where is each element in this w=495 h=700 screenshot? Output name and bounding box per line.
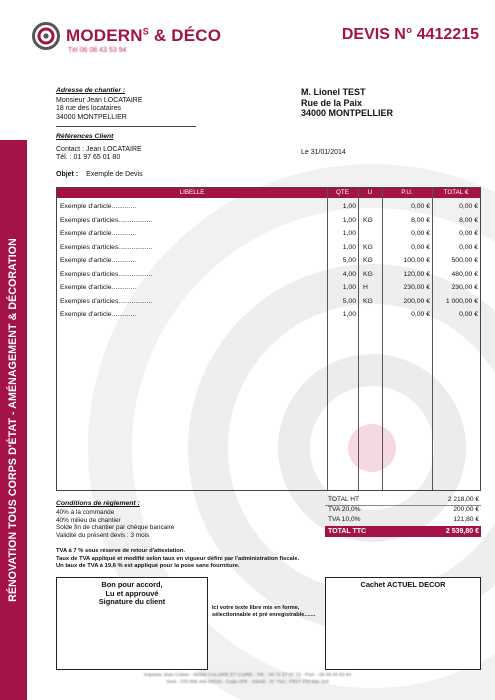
cell-qte: 1,00 — [342, 216, 356, 224]
tva-row — [325, 516, 481, 525]
cell-libelle: Exemple d'article............. — [60, 284, 137, 291]
payment-terms — [56, 509, 174, 539]
agreement-line: Signature du client — [98, 597, 166, 607]
payment-line: Solde fin de chantier par chèque bancaire — [56, 524, 175, 531]
payment-line: Validité du présent devis : 3 mois — [56, 531, 150, 539]
cell-qte: 1,00 — [342, 284, 356, 291]
cell-pu: 120,00 € — [403, 270, 430, 278]
client-street: Rue de la Paix — [301, 97, 363, 108]
cell-pu: 200,00 € — [403, 297, 430, 305]
cell-libelle: Exemples d'articles.................. — [60, 216, 153, 224]
site-city: 34000 MONTPELLIER — [56, 113, 127, 121]
cell-u: KG — [363, 216, 373, 224]
payment-line: 40% à la commande — [56, 509, 115, 516]
quote-subject — [56, 171, 143, 178]
tva-label: TVA 10,0% — [328, 516, 361, 523]
free-text-line: Ici votre texte libre mis en forme, — [212, 605, 300, 611]
cell-libelle: Exemple d'article............. — [60, 230, 137, 237]
table-row — [57, 268, 480, 282]
cell-total: 0,00 € — [459, 203, 478, 210]
stamp-title: Cachet ACTUEL DECOR — [360, 580, 446, 589]
cell-qte: 1,00 — [342, 230, 356, 237]
brand-phone: Tél 06 08 43 53 94 — [68, 47, 127, 54]
col-libelle: LIBELLE — [179, 189, 205, 196]
totals-box — [325, 496, 481, 542]
subject-value: Exemple de Devis — [86, 171, 143, 178]
divider — [56, 126, 196, 127]
total-ht-value: 2 218,00 € — [447, 496, 479, 503]
side-band-text: RÉNOVATION TOUS CORPS D'ÉTAT - AMÉNAGEMENT & DÉCORATION — [7, 238, 19, 602]
items-table — [56, 187, 481, 491]
tva-note: Un taux de TVA à 19,6 % est appliqué pour la pose sans fourniture. — [56, 563, 240, 570]
document-title: DEVIS N° 4412215 — [341, 26, 479, 43]
client-refs — [56, 146, 142, 163]
table-header — [57, 188, 480, 198]
logo-mark-icon — [32, 22, 60, 50]
table-row — [57, 200, 480, 214]
cell-qte: 5,00 — [342, 257, 356, 264]
cell-total: 500,00 € — [451, 257, 478, 264]
tva-row — [325, 506, 481, 515]
cell-pu: 0,00 € — [411, 203, 430, 210]
cell-total: 480,00 € — [451, 270, 478, 278]
table-row — [57, 214, 480, 228]
table-row — [57, 295, 480, 309]
table-row — [57, 241, 480, 255]
cell-pu: 0,00 € — [411, 243, 430, 251]
cell-u: KG — [363, 297, 373, 305]
col-unit: U — [367, 189, 373, 196]
cell-pu: 100,00 € — [403, 257, 430, 264]
agreement-text — [57, 581, 207, 607]
tva-note: TVA à 7 % sous réserve de retour d'attestation. — [56, 548, 185, 554]
table-row — [57, 281, 480, 295]
cell-total: 0,00 € — [459, 243, 478, 251]
payment-terms-label: Conditions de règlement : — [56, 500, 140, 507]
agreement-line: Lu et approuvé — [105, 588, 159, 598]
free-text-line: sélectionnable et pré enregistrable....... — [212, 611, 316, 618]
site-name: Monsieur Jean LOCATAIRE — [56, 97, 143, 104]
table-row — [57, 227, 480, 241]
tva-value: 121,80 € — [453, 516, 479, 523]
site-address-label: Adresse de chantier : — [56, 87, 126, 94]
site-street: 18 rue des locataires — [56, 105, 121, 113]
free-text — [212, 605, 315, 619]
cell-u: H — [363, 284, 368, 291]
footer-line: Impasse Jean Cotton - 69300 CALUIRE ET CUIRE - Tél. : 04 72 27 67 72 - Port. : 06 08 43 53 94 — [143, 673, 352, 678]
table-row — [57, 254, 480, 268]
cell-total: 8,00 € — [459, 216, 478, 224]
signature-box — [56, 577, 208, 670]
cell-total: 230,00 € — [451, 284, 478, 291]
stamp-box — [325, 577, 481, 670]
brand-name: $MODERN^S$ & DÉCO — [66, 26, 222, 45]
cell-libelle: Exemple d'article............. — [60, 203, 137, 210]
cell-libelle: Exemple d'article............. — [60, 257, 137, 264]
col-qte: QTE — [336, 189, 349, 196]
total-ttc-label: TOTAL TTC — [328, 527, 367, 535]
cell-libelle: Exemples d'articles.................. — [60, 243, 153, 251]
cell-libelle: Exemples d'articles.................. — [60, 270, 153, 278]
total-ttc-row — [325, 526, 481, 537]
tva-note: Taux de TVA appliqué et modifié selon taux en vigueur défini par l'administration fiscale. — [56, 555, 300, 562]
cell-qte: 1,00 — [342, 203, 356, 210]
contact-line: Contact : Jean LOCATAIRE — [56, 146, 142, 153]
cell-pu: 230,00 € — [403, 284, 430, 291]
total-ht-row — [325, 496, 481, 505]
tva-label: TVA 20,0% — [328, 506, 361, 513]
cell-pu: 0,00 € — [411, 311, 430, 318]
cell-qte: 1,00 — [342, 311, 356, 318]
footer-line: Siret : 378 866 340 00016 - Code APE : 4334Z - N° TVA : FR27 378 866 340 — [166, 680, 329, 685]
col-total: TOTAL € — [443, 189, 469, 196]
cell-total: 1 000,00 € — [445, 297, 478, 305]
divider — [325, 505, 481, 506]
cell-libelle: Exemples d'articles.................. — [60, 297, 153, 305]
cell-qte: 4,00 — [342, 270, 356, 278]
client-city: 34000 MONTPELLIER — [301, 108, 394, 118]
footer — [0, 672, 495, 686]
cell-total: 0,00 € — [459, 311, 478, 318]
tva-value: 200,00 € — [453, 506, 479, 513]
cell-pu: 8,00 € — [411, 216, 430, 224]
agreement-line: Bon pour accord, — [101, 580, 163, 589]
total-ht-label: TOTAL HT — [328, 496, 360, 503]
cell-libelle: Exemple d'article............. — [60, 311, 137, 318]
cell-total: 0,00 € — [459, 230, 478, 237]
cell-u: KG — [363, 243, 373, 251]
cell-pu: 0,00 € — [411, 230, 430, 237]
cell-u: KG — [363, 270, 373, 278]
cell-u: KG — [363, 257, 373, 264]
site-address — [56, 97, 143, 122]
payment-line: 40% milieu de chantier — [56, 516, 121, 524]
col-unit-price: P.U. — [401, 189, 413, 196]
cell-qte: 5,00 — [342, 297, 356, 305]
client-refs-label: Références Client — [56, 133, 114, 140]
table-row — [57, 308, 480, 322]
quote-date: Le 31/01/2014 — [301, 149, 346, 156]
tva-notes — [56, 548, 299, 571]
phone-line: Tél. : 01 97 65 01 80 — [56, 154, 121, 162]
client-name: M. Lionel TEST — [301, 87, 366, 97]
cell-qte: 1,00 — [342, 243, 356, 251]
client-address — [301, 87, 393, 119]
total-ttc-value: 2 539,80 € — [445, 527, 479, 535]
subject-label: Objet : — [56, 171, 79, 178]
